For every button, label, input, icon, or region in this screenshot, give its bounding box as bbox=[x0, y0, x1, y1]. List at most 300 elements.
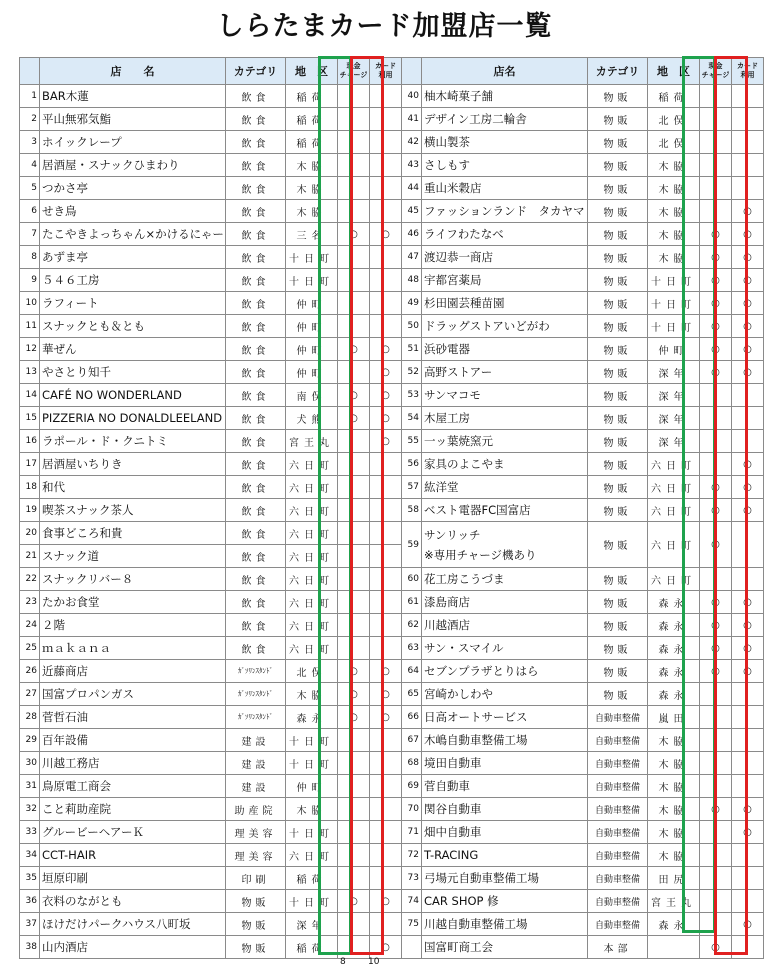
row-number: 45 bbox=[402, 200, 422, 223]
card-use-mark bbox=[732, 85, 764, 108]
table-row bbox=[20, 223, 764, 246]
store-name: ファッションランド タカヤマ bbox=[422, 200, 588, 223]
card-use-mark bbox=[370, 568, 402, 591]
row-number: 14 bbox=[20, 384, 40, 407]
store-name: サン・スマイル bbox=[422, 637, 588, 660]
card-use-mark: ○ bbox=[732, 591, 764, 614]
store-district: 稲荷 bbox=[286, 85, 338, 108]
store-category: 物販 bbox=[588, 384, 648, 407]
cash-charge-mark bbox=[700, 867, 732, 890]
row-number: 19 bbox=[20, 499, 40, 522]
card-use-mark bbox=[732, 752, 764, 775]
store-district: 南俣 bbox=[286, 384, 338, 407]
store-district: 北俣 bbox=[648, 108, 700, 131]
cash-count-footer: 8 bbox=[340, 957, 346, 967]
store-category: 飲食 bbox=[226, 361, 286, 384]
store-district: 宮王丸 bbox=[286, 430, 338, 453]
row-number: 20 bbox=[20, 522, 40, 545]
row-number: 15 bbox=[20, 407, 40, 430]
row-number: 8 bbox=[20, 246, 40, 269]
card-use-mark bbox=[732, 568, 764, 591]
cash-charge-mark bbox=[700, 890, 732, 913]
store-name: サンマコモ bbox=[422, 384, 588, 407]
store-district: 十日町 bbox=[648, 292, 700, 315]
cash-charge-mark: ○ bbox=[700, 361, 732, 384]
store-name: 垣原印刷 bbox=[40, 867, 226, 890]
table-row bbox=[20, 568, 764, 591]
row-number: 29 bbox=[20, 729, 40, 752]
card-use-mark: ○ bbox=[732, 338, 764, 361]
store-district: 森永 bbox=[648, 660, 700, 683]
cash-charge-mark bbox=[338, 246, 370, 269]
store-district: 深年 bbox=[648, 384, 700, 407]
header-category-right: カテゴリ bbox=[588, 58, 648, 85]
card-use-mark bbox=[732, 844, 764, 867]
cash-charge-mark bbox=[338, 269, 370, 292]
cash-charge-mark bbox=[700, 384, 732, 407]
merchant-table-body bbox=[20, 85, 764, 959]
store-name: BAR木蓮 bbox=[40, 85, 226, 108]
card-use-mark: ○ bbox=[370, 660, 402, 683]
cash-charge-mark bbox=[700, 683, 732, 706]
store-district: 木脇 bbox=[286, 798, 338, 821]
store-district: 十日町 bbox=[286, 890, 338, 913]
store-district: 稲荷 bbox=[286, 867, 338, 890]
row-number: 64 bbox=[402, 660, 422, 683]
store-category: 自動車整備 bbox=[588, 821, 648, 844]
row-number: 61 bbox=[402, 591, 422, 614]
card-use-mark bbox=[370, 752, 402, 775]
card-use-mark bbox=[370, 844, 402, 867]
store-category: 飲食 bbox=[226, 384, 286, 407]
store-district: 仲町 bbox=[286, 315, 338, 338]
table-row bbox=[20, 522, 764, 545]
header-cash-right: 現金 チャージ bbox=[700, 58, 732, 85]
store-district: 六日町 bbox=[286, 476, 338, 499]
store-name: こと莉助産院 bbox=[40, 798, 226, 821]
store-district: 嵐田 bbox=[648, 706, 700, 729]
store-name: あずま亭 bbox=[40, 246, 226, 269]
row-number: 32 bbox=[20, 798, 40, 821]
row-number: 37 bbox=[20, 913, 40, 936]
table-row bbox=[20, 407, 764, 430]
row-number: 7 bbox=[20, 223, 40, 246]
cash-charge-mark: ○ bbox=[700, 637, 732, 660]
store-district: 木脇 bbox=[648, 246, 700, 269]
cash-charge-mark bbox=[338, 430, 370, 453]
store-name: 山内酒店 bbox=[40, 936, 226, 959]
store-category: 飲食 bbox=[226, 85, 286, 108]
cash-charge-mark bbox=[338, 361, 370, 384]
store-name: 菅自動車 bbox=[422, 775, 588, 798]
store-category: 物販 bbox=[588, 269, 648, 292]
store-district: 田尻 bbox=[648, 867, 700, 890]
row-number: 65 bbox=[402, 683, 422, 706]
store-category: 物販 bbox=[588, 614, 648, 637]
card-use-mark: ○ bbox=[732, 614, 764, 637]
store-name: 川越酒店 bbox=[422, 614, 588, 637]
card-use-mark bbox=[370, 499, 402, 522]
row-number: 41 bbox=[402, 108, 422, 131]
store-district: 森永 bbox=[286, 706, 338, 729]
store-category: 物販 bbox=[588, 476, 648, 499]
table-row bbox=[20, 499, 764, 522]
store-category: 飲食 bbox=[226, 430, 286, 453]
row-number: 27 bbox=[20, 683, 40, 706]
row-number: 52 bbox=[402, 361, 422, 384]
card-use-mark bbox=[732, 384, 764, 407]
card-count-footer: 10 bbox=[368, 957, 380, 967]
store-district: 十日町 bbox=[286, 821, 338, 844]
store-category: 物販 bbox=[588, 85, 648, 108]
cash-charge-mark bbox=[338, 545, 370, 568]
store-category: 物販 bbox=[588, 154, 648, 177]
store-district: 六日町 bbox=[286, 499, 338, 522]
cash-charge-mark bbox=[338, 568, 370, 591]
row-number: 55 bbox=[402, 430, 422, 453]
store-district: 森永 bbox=[648, 614, 700, 637]
store-category: 建設 bbox=[226, 729, 286, 752]
table-row bbox=[20, 798, 764, 821]
store-category: 飲食 bbox=[226, 315, 286, 338]
card-use-mark: ○ bbox=[370, 936, 402, 959]
store-district: 木脇 bbox=[648, 821, 700, 844]
cash-charge-mark bbox=[700, 154, 732, 177]
card-use-mark: ○ bbox=[370, 338, 402, 361]
store-district: 宮王丸 bbox=[648, 890, 700, 913]
store-name: 木屋工房 bbox=[422, 407, 588, 430]
store-district: 仲町 bbox=[286, 775, 338, 798]
cash-charge-mark bbox=[338, 131, 370, 154]
store-name: 弓場元自動車整備工場 bbox=[422, 867, 588, 890]
store-category: 助産院 bbox=[226, 798, 286, 821]
card-use-mark: ○ bbox=[732, 269, 764, 292]
store-district: 仲町 bbox=[648, 338, 700, 361]
header-district-left: 地 区 bbox=[286, 58, 338, 85]
store-district: 六日町 bbox=[648, 476, 700, 499]
store-name: 近藤商店 bbox=[40, 660, 226, 683]
row-number: 3 bbox=[20, 131, 40, 154]
row-number: 58 bbox=[402, 499, 422, 522]
table-row bbox=[20, 476, 764, 499]
cash-charge-mark bbox=[700, 131, 732, 154]
store-name: 川越工務店 bbox=[40, 752, 226, 775]
cash-charge-mark: ○ bbox=[700, 292, 732, 315]
store-district: 六日町 bbox=[286, 545, 338, 568]
card-use-mark bbox=[732, 108, 764, 131]
row-number: 11 bbox=[20, 315, 40, 338]
table-row bbox=[20, 200, 764, 223]
table-row bbox=[20, 108, 764, 131]
store-district: 稲荷 bbox=[286, 108, 338, 131]
table-row bbox=[20, 821, 764, 844]
store-name: 川越自動車整備工場 bbox=[422, 913, 588, 936]
store-category: 飲食 bbox=[226, 292, 286, 315]
store-category: 物販 bbox=[588, 591, 648, 614]
store-district: 木脇 bbox=[648, 200, 700, 223]
cash-charge-mark: ○ bbox=[700, 499, 732, 522]
cash-charge-mark: ○ bbox=[700, 798, 732, 821]
store-category: 物販 bbox=[588, 177, 648, 200]
cash-charge-mark bbox=[338, 913, 370, 936]
store-category: 自動車整備 bbox=[588, 844, 648, 867]
card-use-mark: ○ bbox=[370, 361, 402, 384]
cash-charge-mark bbox=[338, 154, 370, 177]
row-number: 54 bbox=[402, 407, 422, 430]
table-row bbox=[20, 269, 764, 292]
row-number: 12 bbox=[20, 338, 40, 361]
store-district: 深年 bbox=[648, 361, 700, 384]
card-use-mark bbox=[732, 430, 764, 453]
row-number: 62 bbox=[402, 614, 422, 637]
store-category: 建設 bbox=[226, 775, 286, 798]
card-use-mark: ○ bbox=[370, 384, 402, 407]
store-name: 日高オートサービス bbox=[422, 706, 588, 729]
table-row bbox=[20, 292, 764, 315]
card-use-mark bbox=[370, 798, 402, 821]
table-row bbox=[20, 591, 764, 614]
page-title: しらたまカード加盟店一覧 bbox=[216, 11, 553, 42]
card-use-mark: ○ bbox=[732, 798, 764, 821]
cash-charge-mark bbox=[700, 821, 732, 844]
row-number: 56 bbox=[402, 453, 422, 476]
store-name bbox=[422, 522, 588, 568]
store-district: 稲荷 bbox=[286, 131, 338, 154]
cash-charge-mark bbox=[700, 775, 732, 798]
cash-charge-mark: ○ bbox=[700, 476, 732, 499]
card-use-mark bbox=[732, 177, 764, 200]
store-name: 国富町商工会 bbox=[422, 936, 588, 959]
store-name-line1: サンリッチ bbox=[424, 527, 481, 542]
store-category: 飲食 bbox=[226, 568, 286, 591]
card-use-mark: ○ bbox=[370, 430, 402, 453]
store-district: 木脇 bbox=[648, 177, 700, 200]
cash-charge-mark bbox=[338, 315, 370, 338]
cash-charge-mark bbox=[700, 177, 732, 200]
store-name: 居酒屋・スナックひまわり bbox=[40, 154, 226, 177]
store-category: 物販 bbox=[588, 223, 648, 246]
store-category: 物販 bbox=[588, 568, 648, 591]
store-category: 飲食 bbox=[226, 522, 286, 545]
store-category: 物販 bbox=[588, 683, 648, 706]
row-number: 30 bbox=[20, 752, 40, 775]
store-category: 物販 bbox=[226, 890, 286, 913]
card-use-mark bbox=[732, 867, 764, 890]
card-use-mark bbox=[732, 775, 764, 798]
card-use-mark: ○ bbox=[370, 683, 402, 706]
cash-charge-mark: ○ bbox=[338, 890, 370, 913]
table-row bbox=[20, 729, 764, 752]
table-row bbox=[20, 384, 764, 407]
merchant-table bbox=[19, 57, 764, 959]
card-use-mark bbox=[732, 890, 764, 913]
row-number: 67 bbox=[402, 729, 422, 752]
card-use-mark bbox=[370, 867, 402, 890]
cash-charge-mark bbox=[338, 108, 370, 131]
store-name: ラポール・ド・クニトミ bbox=[40, 430, 226, 453]
card-use-mark bbox=[370, 821, 402, 844]
cash-charge-mark bbox=[338, 775, 370, 798]
table-row bbox=[20, 177, 764, 200]
store-district: 木脇 bbox=[648, 844, 700, 867]
store-district: 十日町 bbox=[648, 315, 700, 338]
store-district: 北俣 bbox=[286, 660, 338, 683]
store-name: 畑中自動車 bbox=[422, 821, 588, 844]
row-number bbox=[402, 936, 422, 959]
cash-charge-mark: ○ bbox=[700, 614, 732, 637]
cash-charge-mark: ○ bbox=[700, 522, 732, 568]
row-number: 25 bbox=[20, 637, 40, 660]
store-name: 平山無邪気鮨 bbox=[40, 108, 226, 131]
store-name: 喫茶スナック茶人 bbox=[40, 499, 226, 522]
store-district: 六日町 bbox=[648, 568, 700, 591]
row-number: 73 bbox=[402, 867, 422, 890]
card-use-mark bbox=[732, 131, 764, 154]
store-category: 物販 bbox=[226, 936, 286, 959]
card-use-mark bbox=[370, 729, 402, 752]
store-category: 物販 bbox=[588, 315, 648, 338]
store-name: 居酒屋いちりき bbox=[40, 453, 226, 476]
row-number: 36 bbox=[20, 890, 40, 913]
store-name: スナックリバー８ bbox=[40, 568, 226, 591]
store-district: 六日町 bbox=[286, 637, 338, 660]
store-category: 飲食 bbox=[226, 545, 286, 568]
store-district: 十日町 bbox=[286, 729, 338, 752]
card-use-mark bbox=[732, 706, 764, 729]
table-row bbox=[20, 867, 764, 890]
store-category: 自動車整備 bbox=[588, 706, 648, 729]
table-row bbox=[20, 890, 764, 913]
store-name: 渡辺恭一商店 bbox=[422, 246, 588, 269]
cash-charge-mark bbox=[338, 936, 370, 959]
card-use-mark bbox=[370, 315, 402, 338]
row-number: 69 bbox=[402, 775, 422, 798]
store-category: 飲食 bbox=[226, 200, 286, 223]
store-category: 自動車整備 bbox=[588, 798, 648, 821]
row-number: 44 bbox=[402, 177, 422, 200]
table-row bbox=[20, 706, 764, 729]
store-district: 木脇 bbox=[648, 223, 700, 246]
card-use-mark bbox=[370, 108, 402, 131]
card-use-mark bbox=[370, 522, 402, 545]
header-district-right: 地 区 bbox=[648, 58, 700, 85]
table-row bbox=[20, 683, 764, 706]
card-use-mark bbox=[370, 614, 402, 637]
store-category: 自動車整備 bbox=[588, 729, 648, 752]
row-number: 68 bbox=[402, 752, 422, 775]
store-name: ベスト電器FC国富店 bbox=[422, 499, 588, 522]
table-row bbox=[20, 637, 764, 660]
cash-charge-mark: ○ bbox=[700, 591, 732, 614]
store-category: 物販 bbox=[588, 522, 648, 568]
row-number: 35 bbox=[20, 867, 40, 890]
row-number: 53 bbox=[402, 384, 422, 407]
cash-charge-mark bbox=[700, 430, 732, 453]
store-category: 飲食 bbox=[226, 269, 286, 292]
card-use-mark: ○ bbox=[732, 637, 764, 660]
cash-charge-mark bbox=[338, 200, 370, 223]
card-use-mark: ○ bbox=[732, 476, 764, 499]
row-number: 16 bbox=[20, 430, 40, 453]
header-name-right: 店名 bbox=[422, 58, 588, 85]
table-row bbox=[20, 660, 764, 683]
header-cash-left: 現金 チャージ bbox=[338, 58, 370, 85]
cash-charge-mark: ○ bbox=[338, 407, 370, 430]
cash-charge-mark bbox=[338, 614, 370, 637]
header-blank-right bbox=[402, 58, 422, 85]
cash-charge-mark bbox=[338, 292, 370, 315]
store-district: 深年 bbox=[648, 407, 700, 430]
row-number: 70 bbox=[402, 798, 422, 821]
store-district: 仲町 bbox=[286, 292, 338, 315]
card-use-mark bbox=[732, 154, 764, 177]
store-name-line2: ※専用チャージ機あり bbox=[424, 547, 537, 562]
store-name: ライフわたなべ bbox=[422, 223, 588, 246]
store-name: CAFÉ NO WONDERLAND bbox=[40, 384, 226, 407]
card-use-mark bbox=[732, 729, 764, 752]
row-number: 1 bbox=[20, 85, 40, 108]
row-number: 5 bbox=[20, 177, 40, 200]
store-category: 物販 bbox=[588, 499, 648, 522]
store-category: 印刷 bbox=[226, 867, 286, 890]
store-category: 自動車整備 bbox=[588, 775, 648, 798]
store-district: 仲町 bbox=[286, 338, 338, 361]
store-category: 物販 bbox=[588, 200, 648, 223]
table-row bbox=[20, 361, 764, 384]
row-number: 63 bbox=[402, 637, 422, 660]
row-number: 38 bbox=[20, 936, 40, 959]
store-category: 飲食 bbox=[226, 614, 286, 637]
store-category: 物販 bbox=[588, 453, 648, 476]
row-number: 34 bbox=[20, 844, 40, 867]
store-name: 国富プロパンガス bbox=[40, 683, 226, 706]
table-row bbox=[20, 453, 764, 476]
store-name: やさとり知千 bbox=[40, 361, 226, 384]
cash-charge-mark bbox=[700, 706, 732, 729]
store-category: 物販 bbox=[588, 407, 648, 430]
cash-charge-mark bbox=[700, 752, 732, 775]
store-district: 森永 bbox=[648, 637, 700, 660]
cash-charge-mark bbox=[700, 85, 732, 108]
row-number: 31 bbox=[20, 775, 40, 798]
card-use-mark: ○ bbox=[732, 292, 764, 315]
card-use-mark bbox=[732, 683, 764, 706]
card-use-mark bbox=[732, 407, 764, 430]
store-category: ｶﾞｿﾘﾝｽﾀﾝﾄﾞ bbox=[226, 706, 286, 729]
store-name: たかお食堂 bbox=[40, 591, 226, 614]
store-category: 飲食 bbox=[226, 591, 286, 614]
store-category: 物販 bbox=[588, 637, 648, 660]
table-row bbox=[20, 430, 764, 453]
cash-charge-mark bbox=[338, 844, 370, 867]
card-use-mark bbox=[370, 154, 402, 177]
store-district: 木脇 bbox=[648, 154, 700, 177]
row-number: 46 bbox=[402, 223, 422, 246]
cash-charge-mark bbox=[338, 867, 370, 890]
store-district: 六日町 bbox=[648, 453, 700, 476]
card-use-mark bbox=[370, 246, 402, 269]
store-district: 六日町 bbox=[648, 499, 700, 522]
store-name: デザイン工房二輪舎 bbox=[422, 108, 588, 131]
table-row bbox=[20, 844, 764, 867]
store-district: 稲荷 bbox=[286, 936, 338, 959]
cash-charge-mark: ○ bbox=[338, 338, 370, 361]
card-use-mark: ○ bbox=[732, 453, 764, 476]
store-name: 華ぜん bbox=[40, 338, 226, 361]
card-use-mark: ○ bbox=[732, 223, 764, 246]
store-category: ｶﾞｿﾘﾝｽﾀﾝﾄﾞ bbox=[226, 660, 286, 683]
row-number: 22 bbox=[20, 568, 40, 591]
